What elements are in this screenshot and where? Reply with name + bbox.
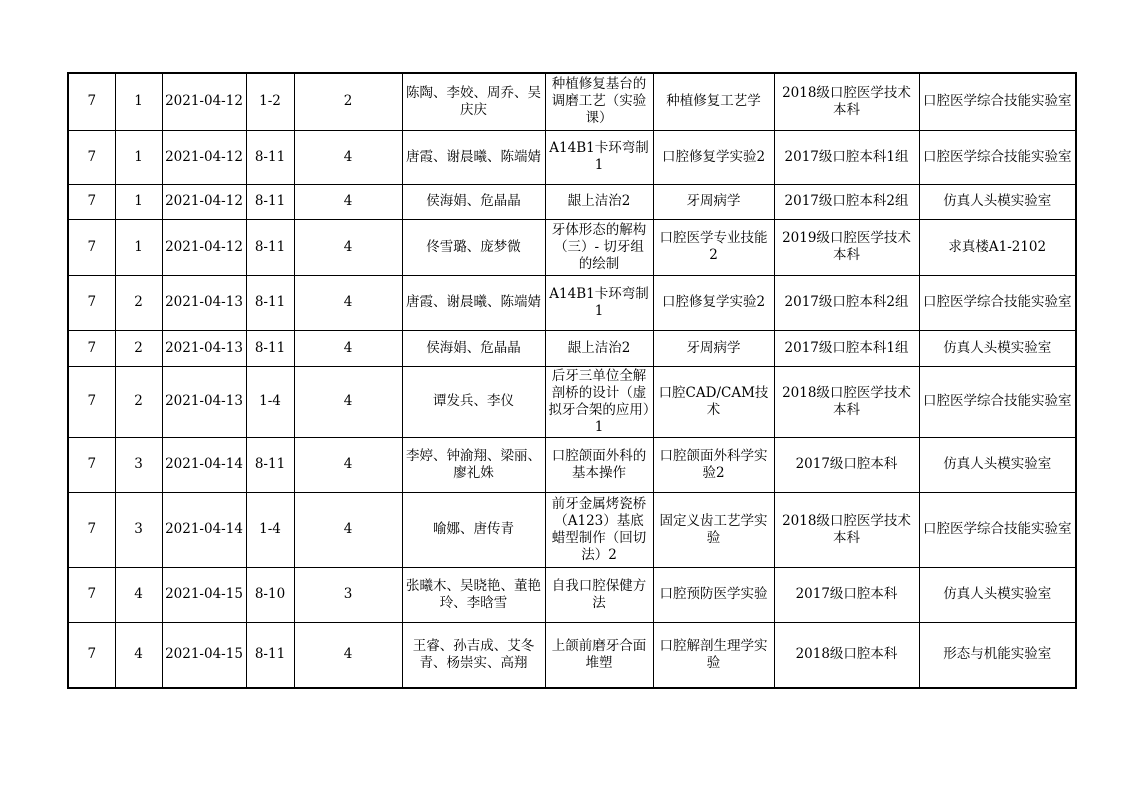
cell-date: 2021-04-15 [162,622,246,688]
cell-course: 口腔解剖生理学实验 [653,622,774,688]
schedule-rows [68,73,1076,688]
cell-day: 4 [115,567,162,622]
cell-teachers: 张曦木、吴晓艳、董艳玲、李晗雪 [402,567,545,622]
cell-hours: 4 [294,437,402,492]
cell-day: 1 [115,184,162,219]
cell-room: 形态与机能实验室 [919,622,1076,688]
cell-date: 2021-04-12 [162,184,246,219]
table-row [68,275,1076,330]
cell-week: 7 [68,437,115,492]
cell-day: 1 [115,130,162,184]
cell-week: 7 [68,567,115,622]
table-row [68,130,1076,184]
cell-periods: 8-11 [246,275,294,330]
cell-room: 口腔医学综合技能实验室 [919,130,1076,184]
cell-periods: 8-11 [246,130,294,184]
cell-hours: 4 [294,184,402,219]
cell-hours: 2 [294,73,402,130]
cell-date: 2021-04-13 [162,330,246,366]
cell-class: 2019级口腔医学技术本科 [774,219,919,275]
table-row [68,184,1076,219]
cell-teachers: 侯海娟、危晶晶 [402,330,545,366]
cell-teachers: 喻娜、唐传青 [402,492,545,567]
cell-room: 仿真人头模实验室 [919,184,1076,219]
table-row [68,219,1076,275]
cell-course: 固定义齿工艺学实验 [653,492,774,567]
cell-week: 7 [68,275,115,330]
cell-room: 口腔医学综合技能实验室 [919,492,1076,567]
cell-content: 龈上洁治2 [545,184,653,219]
cell-course: 口腔预防医学实验 [653,567,774,622]
table-row [68,622,1076,688]
cell-periods: 1-4 [246,492,294,567]
cell-teachers: 佟雪璐、庞梦微 [402,219,545,275]
cell-hours: 4 [294,130,402,184]
cell-hours: 4 [294,366,402,437]
cell-course: 口腔CAD/CAM技术 [653,366,774,437]
cell-content: A14B1卡环弯制1 [545,275,653,330]
cell-class: 2018级口腔医学技术本科 [774,73,919,130]
cell-course: 牙周病学 [653,330,774,366]
cell-day: 3 [115,437,162,492]
cell-date: 2021-04-13 [162,275,246,330]
cell-content: 自我口腔保健方法 [545,567,653,622]
cell-week: 7 [68,184,115,219]
cell-week: 7 [68,130,115,184]
cell-day: 4 [115,622,162,688]
cell-class: 2017级口腔本科 [774,437,919,492]
cell-teachers: 李婷、钟渝翔、梁丽、廖礼姝 [402,437,545,492]
cell-week: 7 [68,622,115,688]
cell-date: 2021-04-14 [162,437,246,492]
table-row [68,492,1076,567]
cell-day: 2 [115,366,162,437]
cell-room: 求真楼A1-2102 [919,219,1076,275]
cell-hours: 4 [294,622,402,688]
cell-room: 仿真人头模实验室 [919,330,1076,366]
cell-teachers: 陈陶、李姣、周乔、吴庆庆 [402,73,545,130]
cell-periods: 8-10 [246,567,294,622]
cell-class: 2017级口腔本科1组 [774,330,919,366]
cell-teachers: 唐霞、谢晨曦、陈端婧 [402,130,545,184]
table-row [68,366,1076,437]
cell-date: 2021-04-13 [162,366,246,437]
table-row [68,73,1076,130]
schedule-table [67,72,1077,689]
cell-room: 仿真人头模实验室 [919,437,1076,492]
cell-content: 种植修复基台的调磨工艺（实验课） [545,73,653,130]
table-row [68,567,1076,622]
cell-date: 2021-04-12 [162,219,246,275]
cell-periods: 8-11 [246,184,294,219]
cell-course: 口腔修复学实验2 [653,130,774,184]
cell-week: 7 [68,219,115,275]
cell-course: 口腔修复学实验2 [653,275,774,330]
cell-course: 口腔颌面外科学实验2 [653,437,774,492]
cell-room: 口腔医学综合技能实验室 [919,73,1076,130]
cell-periods: 8-11 [246,219,294,275]
cell-room: 仿真人头模实验室 [919,567,1076,622]
cell-periods: 1-4 [246,366,294,437]
cell-date: 2021-04-14 [162,492,246,567]
cell-hours: 3 [294,567,402,622]
table-row [68,437,1076,492]
cell-day: 3 [115,492,162,567]
cell-course: 口腔医学专业技能2 [653,219,774,275]
cell-class: 2017级口腔本科2组 [774,275,919,330]
cell-day: 1 [115,219,162,275]
cell-teachers: 侯海娟、危晶晶 [402,184,545,219]
cell-course: 种植修复工艺学 [653,73,774,130]
cell-hours: 4 [294,219,402,275]
cell-room: 口腔医学综合技能实验室 [919,275,1076,330]
cell-hours: 4 [294,492,402,567]
cell-date: 2021-04-12 [162,73,246,130]
cell-date: 2021-04-12 [162,130,246,184]
cell-day: 2 [115,330,162,366]
cell-week: 7 [68,330,115,366]
cell-hours: 4 [294,275,402,330]
cell-periods: 8-11 [246,330,294,366]
cell-date: 2021-04-15 [162,567,246,622]
cell-content: A14B1卡环弯制1 [545,130,653,184]
cell-content: 后牙三单位全解剖桥的设计（虚拟牙合架的应用）1 [545,366,653,437]
table-row [68,330,1076,366]
cell-week: 7 [68,73,115,130]
cell-class: 2018级口腔本科 [774,622,919,688]
cell-content: 牙体形态的解构（三）- 切牙组的绘制 [545,219,653,275]
cell-periods: 8-11 [246,437,294,492]
cell-class: 2017级口腔本科 [774,567,919,622]
cell-content: 前牙金属烤瓷桥（A123）基底蜡型制作（回切法）2 [545,492,653,567]
cell-day: 2 [115,275,162,330]
cell-content: 龈上洁治2 [545,330,653,366]
cell-room: 口腔医学综合技能实验室 [919,366,1076,437]
cell-day: 1 [115,73,162,130]
cell-class: 2018级口腔医学技术本科 [774,492,919,567]
cell-week: 7 [68,366,115,437]
cell-teachers: 王睿、孙吉成、艾冬青、杨崇实、高翔 [402,622,545,688]
cell-content: 上颌前磨牙合面堆塑 [545,622,653,688]
cell-class: 2017级口腔本科1组 [774,130,919,184]
cell-teachers: 唐霞、谢晨曦、陈端婧 [402,275,545,330]
cell-week: 7 [68,492,115,567]
cell-hours: 4 [294,330,402,366]
cell-content: 口腔颌面外科的基本操作 [545,437,653,492]
cell-course: 牙周病学 [653,184,774,219]
cell-teachers: 谭发兵、李仪 [402,366,545,437]
cell-class: 2018级口腔医学技术本科 [774,366,919,437]
cell-class: 2017级口腔本科2组 [774,184,919,219]
cell-periods: 1-2 [246,73,294,130]
cell-periods: 8-11 [246,622,294,688]
